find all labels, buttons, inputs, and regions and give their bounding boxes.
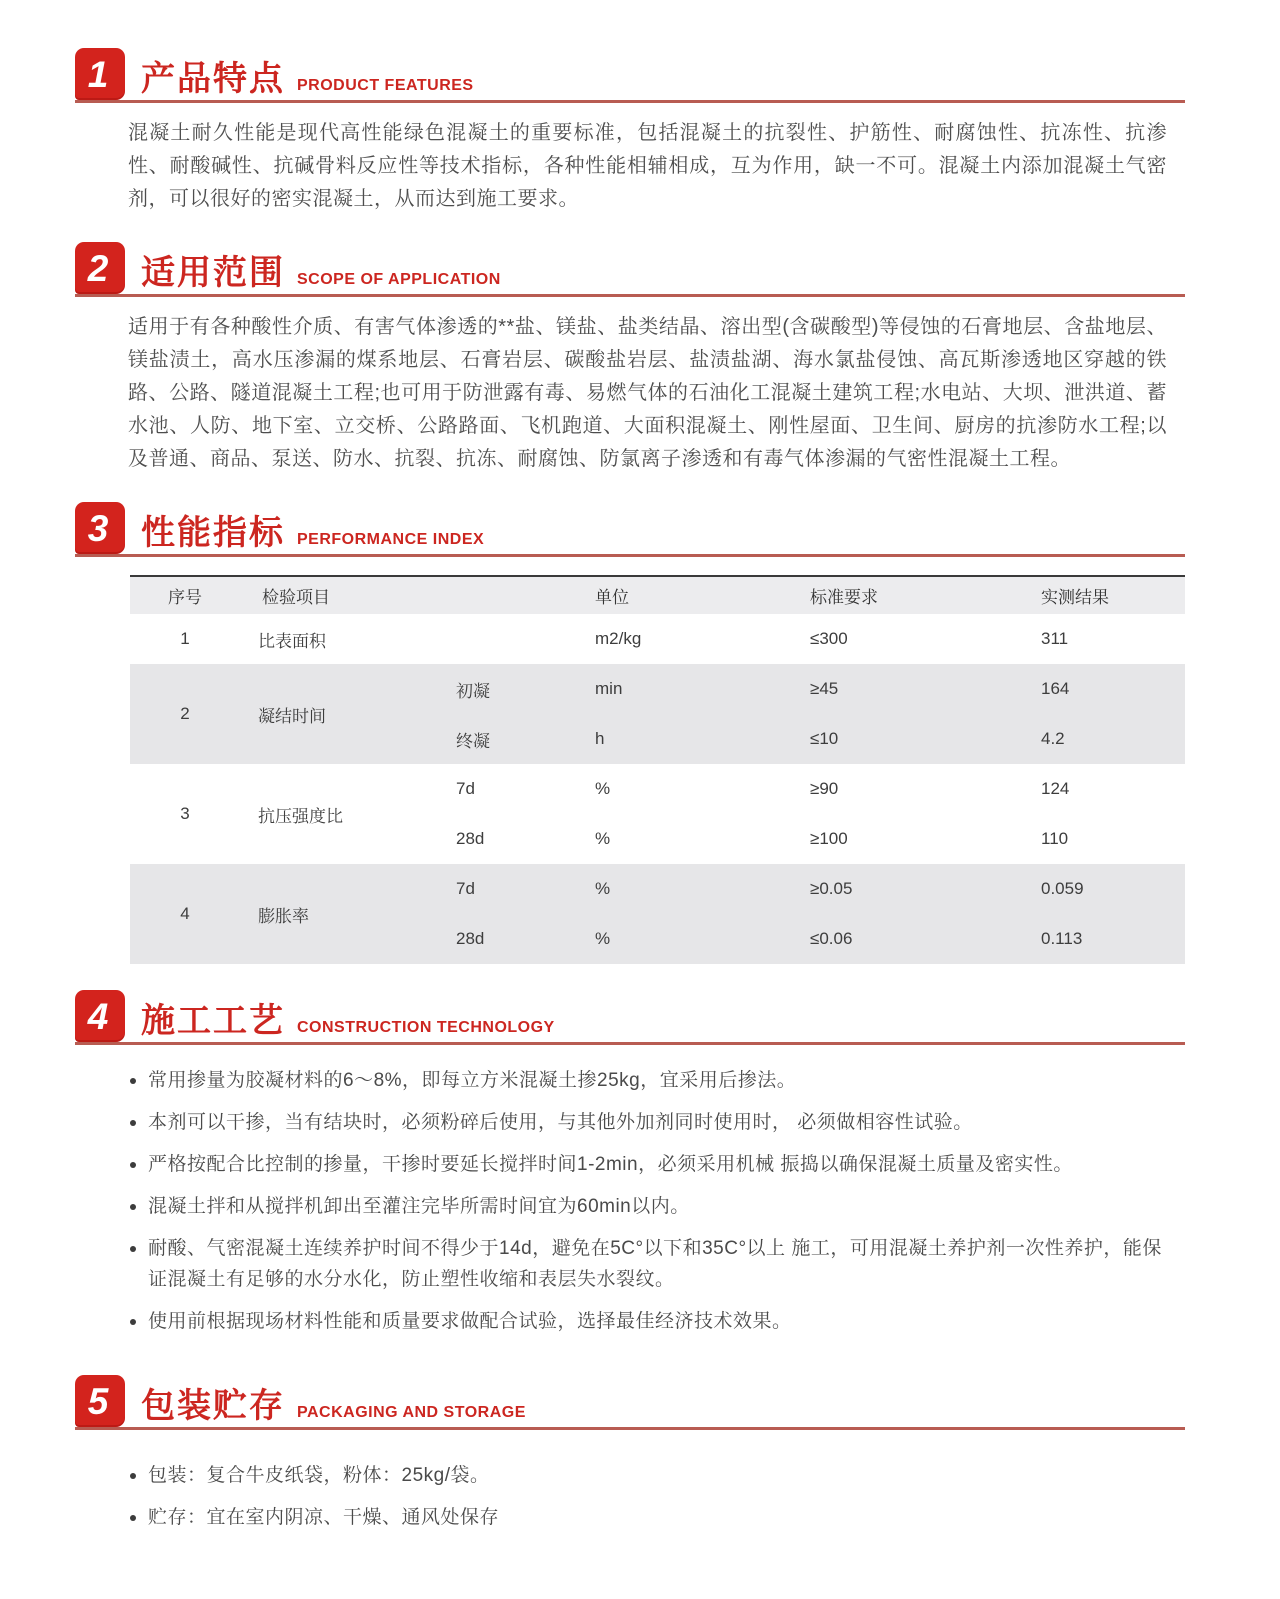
section-5-number-badge <box>75 1375 125 1427</box>
section-2-title-en: SCOPE OF APPLICATION <box>297 271 501 288</box>
section-3-title-en: PERFORMANCE INDEX <box>297 531 485 548</box>
bullet-text: 包装：复合牛皮纸袋，粉体：25kg/袋。 <box>148 1465 490 1486</box>
table-header-row <box>130 576 1185 614</box>
section-3-header <box>75 502 1185 557</box>
list-item <box>130 1149 1175 1180</box>
section-1-title-en: PRODUCT FEATURES <box>297 77 474 94</box>
list-item <box>130 1191 1175 1222</box>
bullet-text: 混凝土拌和从搅拌机卸出至灌注完毕所需时间宜为60min以内。 <box>148 1196 690 1217</box>
cell-requirement: ≤10 <box>790 714 1025 764</box>
cell-requirement: ≥45 <box>790 664 1025 714</box>
cell-requirement: ≤300 <box>810 629 848 648</box>
table-row <box>130 864 1185 914</box>
cell-subitem: 28d <box>456 829 485 848</box>
cell-item: 凝结时间 <box>240 664 440 764</box>
list-item <box>130 1502 1175 1533</box>
cell-result: 4.2 <box>1025 714 1185 764</box>
col-header-item: 检验项目 <box>240 576 575 614</box>
scope-paragraph: 适用于有各种酸性介质、有害气体渗透的**盐、镁盐、盐类结晶、溶出型(含碳酸型)等侵蚀的石膏地层、含盐地层、镁盐渍土，高水压渗漏的煤系地层、石膏岩层、碳酸盐岩层、盐渍盐湖、海水氯盐侵蚀、高瓦斯渗透地区穿越的铁路、公路、隧道混凝土工程;也可用于防泄露有毒、易燃气体的石油化工混凝土建筑工程;水电站、大坝、泄洪道、蓄水池、人防、地下室、立交桥、公路路面、飞机跑道、大面积混凝土、刚性屋面、卫生间、厨房的抗渗防水工程;以及普通、商品、泵送、防水、抗裂、抗冻、耐腐蚀、防氯离子渗透和有毒气体渗漏的气密性混凝土工程。 <box>128 316 1167 470</box>
cell-subitem: 终凝 <box>440 714 575 764</box>
bullet-icon <box>130 1246 136 1252</box>
cell-no: 4 <box>130 864 240 964</box>
bullet-text: 本剂可以干掺，当有结块时，必须粉碎后使用，与其他外加剂同时使用时， 必须做相容性试验。 <box>148 1112 973 1133</box>
table-row <box>130 764 1185 814</box>
section-5-header <box>75 1375 1185 1430</box>
cell-no: 2 <box>130 664 240 764</box>
section-performance-index <box>75 502 1185 964</box>
cell-item: 抗压强度比 <box>258 806 343 826</box>
section-3-number: 3 <box>87 507 109 549</box>
cell-subitem: 28d <box>440 914 575 964</box>
col-header-no: 序号 <box>130 576 240 614</box>
performance-index-table <box>130 575 1185 964</box>
section-4-header <box>75 990 1185 1045</box>
cell-result: 311 <box>1041 629 1069 648</box>
list-item <box>130 1107 1175 1138</box>
cell-unit: % <box>595 829 611 848</box>
cell-result: 110 <box>1041 829 1069 848</box>
col-header-unit: 单位 <box>575 576 790 614</box>
cell-requirement: ≥0.05 <box>790 864 1025 914</box>
cell-no: 3 <box>180 804 190 823</box>
bullet-text: 使用前根据现场材料性能和质量要求做配合试验，选择最佳经济技术效果。 <box>148 1311 792 1332</box>
section-1-number-badge <box>75 48 125 100</box>
product-features-paragraph: 混凝土耐久性能是现代高性能绿色混凝土的重要标准，包括混凝土的抗裂性、护筋性、耐腐蚀性、抗冻性、抗渗性、耐酸碱性、抗碱骨料反应性等技术指标，各种性能相辅相成，互为作用，缺一不可。混凝土内添加混凝土气密剂，可以很好的密实混凝土，从而达到施工要求。 <box>128 122 1167 210</box>
cell-item: 膨胀率 <box>240 864 440 964</box>
cell-requirement: ≥90 <box>810 779 839 798</box>
bullet-icon <box>130 1515 136 1521</box>
cell-requirement: ≥100 <box>810 829 848 848</box>
cell-requirement: ≤0.06 <box>790 914 1025 964</box>
section-scope-of-application <box>75 242 1185 476</box>
list-item <box>130 1306 1175 1337</box>
section-5-title-cn: 包装贮存 <box>141 1386 285 1425</box>
section-1-header <box>75 48 1185 103</box>
cell-subitem: 7d <box>440 864 575 914</box>
cell-unit: m2/kg <box>595 629 642 648</box>
section-4-title-en: CONSTRUCTION TECHNOLOGY <box>297 1019 555 1036</box>
section-1-title-cn: 产品特点 <box>141 59 285 98</box>
table-row <box>130 614 1185 664</box>
section-3-title-cn: 性能指标 <box>141 513 285 552</box>
bullet-icon <box>130 1473 136 1479</box>
construction-bullet-list <box>130 1065 1175 1337</box>
packaging-bullet-list <box>130 1460 1175 1533</box>
list-item <box>130 1460 1175 1491</box>
cell-subitem: 7d <box>456 779 475 798</box>
section-1-number: 1 <box>87 53 109 95</box>
list-item <box>130 1233 1175 1295</box>
cell-unit: % <box>595 779 611 798</box>
section-5-title-en: PACKAGING AND STORAGE <box>297 1404 526 1421</box>
section-packaging-and-storage <box>75 1375 1185 1533</box>
section-3-number-badge <box>75 502 125 554</box>
cell-result: 164 <box>1025 664 1185 714</box>
cell-result: 0.113 <box>1025 914 1185 964</box>
section-2-number-badge <box>75 242 125 294</box>
section-2-number: 2 <box>87 247 109 289</box>
section-2-title-cn: 适用范围 <box>141 253 285 292</box>
bullet-icon <box>130 1078 136 1084</box>
bullet-icon <box>130 1120 136 1126</box>
bullet-text: 耐酸、气密混凝土连续养护时间不得少于14d，避免在5C°以下和35C°以上 施工，可用混凝土养护剂一次性养护，能保证混凝土有足够的水分水化，防止塑性收缩和表层失水裂纹。 <box>148 1238 1162 1290</box>
section-2-header <box>75 242 1185 297</box>
cell-unit: % <box>575 914 790 964</box>
section-5-number: 5 <box>87 1380 109 1422</box>
cell-subitem: 初凝 <box>440 664 575 714</box>
bullet-text: 严格按配合比控制的掺量，干掺时要延长搅拌时间1-2min，必须采用机械 振捣以确保混凝土质量及密实性。 <box>148 1154 1073 1175</box>
cell-unit: % <box>575 864 790 914</box>
section-construction-technology <box>75 990 1185 1337</box>
section-4-number-badge <box>75 990 125 1042</box>
bullet-text: 常用掺量为胶凝材料的6～8%，即每立方米混凝土掺25kg，宜采用后掺法。 <box>148 1070 797 1091</box>
bullet-icon <box>130 1319 136 1325</box>
cell-unit: min <box>575 664 790 714</box>
bullet-text: 贮存：宜在室内阴凉、干燥、通风处保存 <box>148 1507 500 1528</box>
cell-no: 1 <box>180 629 190 648</box>
cell-item: 比表面积 <box>258 631 326 651</box>
section-product-features <box>75 48 1185 216</box>
cell-result: 0.059 <box>1025 864 1185 914</box>
col-header-result: 实测结果 <box>1025 576 1185 614</box>
bullet-icon <box>130 1204 136 1210</box>
bullet-icon <box>130 1162 136 1168</box>
cell-unit: h <box>575 714 790 764</box>
col-header-requirement: 标准要求 <box>790 576 1025 614</box>
section-4-title-cn: 施工工艺 <box>141 1001 285 1040</box>
table-row <box>130 664 1185 714</box>
list-item <box>130 1065 1175 1096</box>
cell-result: 124 <box>1041 779 1070 798</box>
section-4-number: 4 <box>87 995 109 1037</box>
